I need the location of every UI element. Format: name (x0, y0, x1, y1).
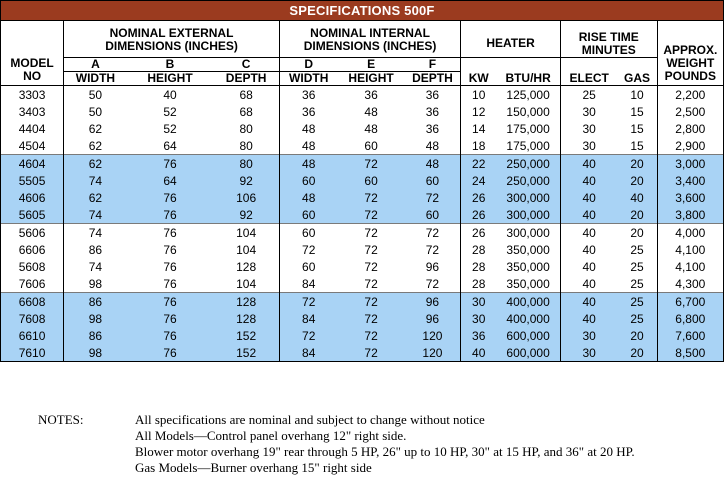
table-cell: 72 (364, 259, 378, 274)
table-cell: 84 (279, 344, 337, 362)
table-cell: 72 (405, 275, 461, 293)
table-cell: 60 (279, 258, 337, 275)
col-elect: ELECT (560, 58, 617, 86)
table-cell: 76 (127, 224, 214, 242)
table-cell: 40 (560, 293, 617, 311)
weight-header: APPROX. WEIGHT POUNDS (657, 21, 723, 86)
table-row (1, 189, 724, 206)
table-cell: 10 (617, 86, 657, 104)
table-cell: 60 (337, 172, 404, 189)
table-cell: 72 (279, 327, 337, 344)
table-cell: 72 (279, 241, 337, 258)
table-cell: 26 (461, 189, 497, 206)
table-cell: 40 (560, 189, 617, 206)
table-cell: 150,000 (496, 103, 560, 120)
table-cell: 40 (560, 206, 617, 224)
table-cell: 36 (337, 86, 404, 104)
note-line: Gas Models—Burner overhang 15" right side (135, 460, 372, 475)
table-cell: 48 (364, 104, 378, 119)
table-cell: 98 (64, 344, 127, 362)
table-cell: 6608 (1, 293, 64, 311)
table-cell: 2,200 (657, 86, 723, 104)
table-cell: 36 (461, 327, 497, 344)
table-cell: 72 (405, 189, 461, 206)
table-cell: 6606 (1, 241, 64, 258)
table-cell: 72 (405, 241, 461, 258)
table-cell: 76 (127, 344, 214, 362)
table-cell: 60 (279, 206, 337, 224)
table-cell: 7608 (1, 310, 64, 327)
col-a-letter: A (64, 58, 127, 72)
table-cell: 40 (560, 258, 617, 275)
table-cell: 14 (461, 120, 497, 137)
table-cell: 4604 (1, 155, 64, 173)
table-cell: 52 (163, 104, 177, 119)
table-row (1, 258, 724, 275)
table-cell: 36 (279, 86, 337, 104)
table-cell: 48 (405, 137, 461, 155)
table-cell: 15 (617, 137, 657, 155)
table-row (1, 137, 724, 155)
table-cell: 86 (64, 293, 127, 311)
table-cell: 72 (337, 293, 404, 311)
table-cell: 25 (617, 258, 657, 275)
table-cell: 5608 (1, 258, 64, 275)
table-cell: 76 (127, 327, 214, 344)
table-cell: 600,000 (496, 344, 560, 362)
table-cell: 28 (461, 241, 497, 258)
table-cell: 3303 (1, 86, 64, 104)
table-cell: 92 (213, 172, 279, 189)
table-cell: 4,300 (657, 275, 723, 293)
table-cell: 68 (213, 86, 279, 104)
table-cell: 125,000 (496, 86, 560, 104)
table-cell: 3,000 (657, 155, 723, 173)
table-cell: 96 (405, 310, 461, 327)
table-cell: 300,000 (496, 206, 560, 224)
table-row (1, 86, 724, 104)
table-cell: 12 (461, 103, 497, 120)
table-cell: 24 (461, 172, 497, 189)
table-cell: 20 (617, 155, 657, 173)
table-cell: 48 (279, 120, 337, 137)
table-cell: 400,000 (496, 310, 560, 327)
col-a-name: WIDTH (64, 72, 127, 86)
table-cell: 62 (64, 120, 127, 137)
table-cell: 152 (213, 327, 279, 344)
table-cell: 350,000 (496, 275, 560, 293)
table-cell: 4404 (1, 120, 64, 137)
table-cell: 250,000 (496, 155, 560, 173)
table-cell: 2,500 (657, 103, 723, 120)
table-cell: 6,800 (657, 310, 723, 327)
table-cell: 30 (461, 310, 497, 327)
table-cell: 96 (405, 258, 461, 275)
table-cell: 15 (617, 120, 657, 137)
table-row (1, 103, 724, 120)
note-line: All specifications are nominal and subject to change without notice (135, 412, 485, 427)
heater-header: HEATER (461, 21, 561, 58)
table-cell: 7610 (1, 344, 64, 362)
table-cell: 74 (64, 258, 127, 275)
table-cell: 10 (461, 86, 497, 104)
table-cell: 62 (64, 137, 127, 155)
table-cell: 40 (127, 86, 214, 104)
table-cell: 7,600 (657, 327, 723, 344)
table-cell: 25 (560, 86, 617, 104)
table-cell: 76 (127, 206, 214, 224)
table-cell: 25 (617, 275, 657, 293)
table-cell: 8,500 (657, 344, 723, 362)
table-row (1, 310, 724, 327)
table-cell: 4504 (1, 137, 64, 155)
table-row (1, 241, 724, 258)
col-gas: GAS (617, 58, 657, 86)
table-cell: 25 (617, 293, 657, 311)
table-cell: 20 (617, 206, 657, 224)
table-cell: 104 (213, 275, 279, 293)
table-cell: 76 (163, 276, 177, 291)
table-cell: 64 (163, 138, 177, 153)
note-line: All Models—Control panel overhang 12" right side. (135, 428, 407, 443)
table-cell: 2,800 (657, 120, 723, 137)
table-cell: 600,000 (496, 327, 560, 344)
table-cell: 40 (560, 310, 617, 327)
table-cell: 60 (405, 206, 461, 224)
table-cell: 48 (279, 155, 337, 173)
table-cell: 72 (337, 344, 404, 362)
table-cell: 5605 (1, 206, 64, 224)
table-cell: 72 (364, 242, 378, 257)
col-b-letter: B (127, 58, 214, 72)
table-row (1, 120, 724, 137)
table-cell: 30 (560, 137, 617, 155)
table-cell: 3,800 (657, 206, 723, 224)
table-cell: 2,900 (657, 137, 723, 155)
col-f-name: DEPTH (405, 72, 461, 86)
table-cell: 72 (337, 224, 404, 242)
table-cell: 28 (461, 258, 497, 275)
table-title: SPECIFICATIONS 500F (1, 1, 724, 21)
table-row (1, 344, 724, 362)
table-cell: 48 (279, 189, 337, 206)
table-cell: 120 (405, 327, 461, 344)
table-cell: 6610 (1, 327, 64, 344)
table-cell: 72 (364, 276, 378, 291)
table-cell: 74 (64, 172, 127, 189)
table-cell: 60 (279, 224, 337, 242)
model-header: MODEL NO (1, 21, 64, 86)
table-cell: 152 (213, 344, 279, 362)
table-cell: 4606 (1, 189, 64, 206)
table-cell: 92 (213, 206, 279, 224)
table-cell: 18 (461, 137, 497, 155)
table-cell: 106 (213, 189, 279, 206)
table-cell: 72 (405, 224, 461, 242)
table-cell: 76 (163, 259, 177, 274)
table-cell: 48 (405, 155, 461, 173)
external-dimensions-header: NOMINAL EXTERNAL DIMENSIONS (INCHES) (64, 21, 280, 54)
table-cell: 15 (617, 103, 657, 120)
table-cell: 36 (405, 86, 461, 104)
table-row (1, 155, 724, 173)
rise-time-header: RISE TIME MINUTES (560, 21, 657, 58)
table-cell: 96 (405, 293, 461, 311)
table-cell: 74 (64, 206, 127, 224)
table-cell: 60 (405, 172, 461, 189)
table-cell: 72 (337, 155, 404, 173)
table-cell: 175,000 (496, 120, 560, 137)
table-cell: 80 (213, 137, 279, 155)
table-cell: 60 (279, 172, 337, 189)
table-cell: 76 (127, 310, 214, 327)
table-cell: 80 (213, 155, 279, 173)
table-cell: 40 (560, 241, 617, 258)
note-line: Blower motor overhang 19" rear through 5 HP, 26" up to 10 HP, 30" at 15 HP, and 36" at 20 HP. (135, 444, 635, 459)
table-cell: 84 (279, 275, 337, 293)
table-cell: 30 (560, 120, 617, 137)
table-row (1, 172, 724, 189)
table-cell: 74 (64, 224, 127, 242)
table-cell: 128 (213, 258, 279, 275)
table-cell: 30 (560, 344, 617, 362)
col-f-letter: F (405, 58, 461, 72)
table-cell: 20 (617, 344, 657, 362)
table-cell: 20 (617, 327, 657, 344)
col-d-name: WIDTH (279, 72, 337, 86)
table-cell: 5606 (1, 224, 64, 242)
table-cell: 104 (213, 241, 279, 258)
table-cell: 36 (279, 103, 337, 120)
table-cell: 40 (560, 155, 617, 173)
table-cell: 98 (64, 275, 127, 293)
table-cell: 60 (364, 138, 378, 153)
table-cell: 6,700 (657, 293, 723, 311)
col-btu: BTU/HR (496, 58, 560, 86)
table-cell: 72 (337, 310, 404, 327)
table-row (1, 293, 724, 311)
table-cell: 72 (337, 189, 404, 206)
col-b-name: HEIGHT (127, 72, 214, 86)
table-cell: 76 (127, 155, 214, 173)
table-cell: 26 (461, 224, 497, 242)
table-cell: 40 (560, 172, 617, 189)
table-row (1, 224, 724, 242)
table-cell: 30 (560, 327, 617, 344)
table-cell: 36 (405, 103, 461, 120)
col-e-name: HEIGHT (337, 72, 404, 86)
col-e-letter: E (337, 58, 404, 72)
table-cell: 28 (461, 275, 497, 293)
table-cell: 36 (405, 120, 461, 137)
table-cell: 120 (405, 344, 461, 362)
table-cell: 48 (364, 121, 378, 136)
table-cell: 350,000 (496, 241, 560, 258)
table-cell: 20 (617, 172, 657, 189)
table-cell: 22 (461, 155, 497, 173)
table-cell: 72 (279, 293, 337, 311)
internal-dimensions-header: NOMINAL INTERNAL DIMENSIONS (INCHES) (279, 21, 460, 54)
table-cell: 3,600 (657, 189, 723, 206)
table-cell: 4,000 (657, 224, 723, 242)
table-cell: 4,100 (657, 258, 723, 275)
table-cell: 40 (461, 344, 497, 362)
table-cell: 86 (64, 241, 127, 258)
table-cell: 30 (560, 103, 617, 120)
table-cell: 40 (560, 275, 617, 293)
table-cell: 104 (213, 224, 279, 242)
table-cell: 52 (163, 121, 177, 136)
table-cell: 7606 (1, 275, 64, 293)
table-cell: 76 (127, 189, 214, 206)
table-cell: 40 (560, 224, 617, 242)
table-cell: 48 (279, 137, 337, 155)
table-cell: 30 (461, 293, 497, 311)
col-d-letter: D (279, 58, 337, 72)
table-cell: 98 (64, 310, 127, 327)
table-row (1, 275, 724, 293)
table-cell: 76 (163, 242, 177, 257)
table-cell: 250,000 (496, 172, 560, 189)
table-cell: 20 (617, 224, 657, 242)
table-cell: 68 (213, 103, 279, 120)
table-cell: 4,100 (657, 241, 723, 258)
col-c-name: DEPTH (213, 72, 279, 86)
table-cell: 300,000 (496, 224, 560, 242)
table-body (1, 86, 724, 362)
table-cell: 128 (213, 310, 279, 327)
table-cell: 300,000 (496, 189, 560, 206)
table-cell: 40 (617, 189, 657, 206)
table-row (1, 327, 724, 344)
table-cell: 50 (64, 86, 127, 104)
table-cell: 72 (337, 206, 404, 224)
table-cell: 25 (617, 310, 657, 327)
table-cell: 64 (127, 172, 214, 189)
table-cell: 72 (337, 327, 404, 344)
table-cell: 5505 (1, 172, 64, 189)
table-cell: 175,000 (496, 137, 560, 155)
notes-lines (135, 412, 725, 476)
table-cell: 86 (64, 327, 127, 344)
table-cell: 50 (64, 103, 127, 120)
table-cell: 400,000 (496, 293, 560, 311)
col-c-letter: C (213, 58, 279, 72)
table-cell: 350,000 (496, 258, 560, 275)
table-row (1, 206, 724, 224)
table-cell: 3403 (1, 103, 64, 120)
col-kw: KW (461, 58, 497, 86)
table-cell: 26 (461, 206, 497, 224)
table-cell: 80 (213, 120, 279, 137)
table-cell: 3,400 (657, 172, 723, 189)
table-cell: 84 (279, 310, 337, 327)
table-cell: 128 (213, 293, 279, 311)
table-cell: 62 (64, 189, 127, 206)
table-cell: 62 (64, 155, 127, 173)
table-cell: 76 (127, 293, 214, 311)
notes-label: NOTES: (38, 412, 84, 427)
table-cell: 25 (617, 241, 657, 258)
